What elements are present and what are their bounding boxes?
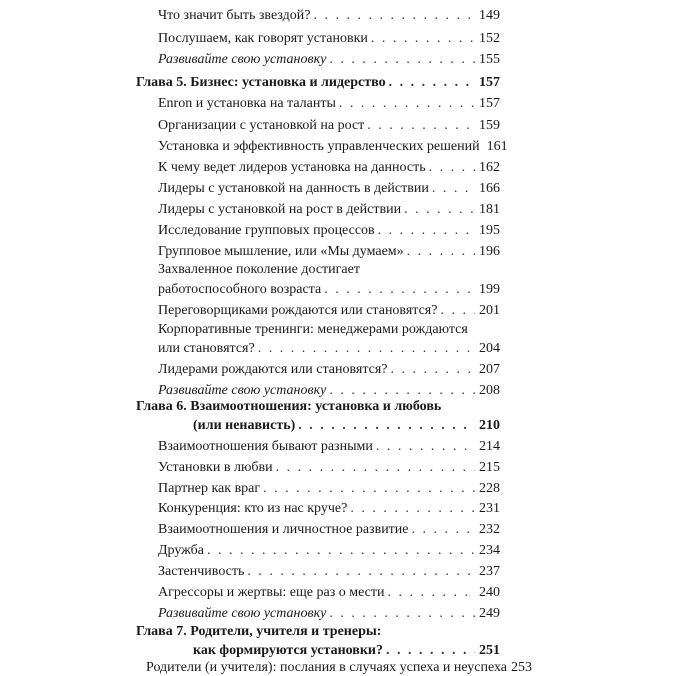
toc-entry (158, 362, 500, 378)
toc-entry-page: 195 (479, 223, 500, 238)
dot-leader (207, 543, 475, 559)
toc-entry-title: Исследование групповых процессов (158, 223, 375, 238)
toc-entry-title: Лидеры с установкой на данность в действии (158, 181, 429, 196)
toc-entry (158, 118, 500, 134)
dot-leader (339, 96, 475, 112)
toc-chapter (193, 418, 500, 434)
toc-entry-title: Что значит быть звездой? (158, 8, 311, 23)
dot-leader (247, 564, 475, 580)
toc-entry-title: Застенчивость (158, 564, 245, 579)
dot-leader (329, 383, 475, 399)
toc-entry-title-line1: Захваленное поколение достигает (158, 262, 360, 277)
toc-entry (158, 96, 500, 112)
dot-leader (389, 75, 475, 91)
toc-entry (158, 160, 500, 176)
toc-entry-page: 166 (479, 181, 500, 196)
toc-entry-page: 207 (479, 362, 500, 377)
toc-entry-title: Групповое мышление, или «Мы думаем» (158, 244, 404, 259)
toc-entry (158, 543, 500, 559)
toc-entry-page: 249 (479, 606, 500, 621)
toc-entry (158, 223, 500, 239)
toc-entry (158, 481, 500, 497)
toc-chapter-title-line2: (или ненависть) (193, 418, 296, 433)
toc-entry (158, 383, 500, 399)
toc-entry (158, 606, 500, 622)
toc-entry-page: 215 (479, 460, 500, 475)
toc-entry-title: Взаимоотношения бывают разными (158, 439, 373, 454)
dot-leader (350, 501, 475, 517)
dot-leader (371, 31, 475, 47)
toc-entry-page: 157 (479, 96, 500, 111)
toc-entry (158, 460, 500, 476)
dot-leader (432, 181, 475, 197)
toc-entry-title: Взаимоотношения и личностное развитие (158, 522, 409, 537)
dot-leader (367, 118, 475, 134)
toc-entry-title: Организации с установкой на рост (158, 118, 365, 133)
toc-entry (158, 244, 500, 260)
toc-entry-page: 231 (479, 501, 500, 516)
toc-entry-page: 240 (479, 585, 500, 600)
dot-leader (258, 341, 475, 357)
toc-entry-title-line2: работоспособного возраста (158, 282, 322, 297)
toc-entry (158, 522, 500, 538)
toc-entry-title: Послушаем, как говорят установки (158, 31, 368, 46)
toc-entry-title: Установки в любви (158, 460, 273, 475)
dot-leader (429, 160, 475, 176)
toc-entry-title: Конкуренция: кто из нас круче? (158, 501, 348, 516)
toc-entry (158, 52, 500, 68)
toc-entry (158, 585, 500, 601)
toc-entry-page: 152 (479, 31, 500, 46)
toc-entry-title-line2: или становятся? (158, 341, 255, 356)
toc-entry (158, 439, 500, 455)
toc-entry (158, 8, 500, 24)
toc-entry-title: Enron и установка на таланты (158, 96, 336, 111)
toc-entry (158, 202, 500, 218)
dot-leader (404, 202, 475, 218)
toc-entry-page: 253 (511, 660, 533, 675)
toc-entry-title: Переговорщиками рождаются или становятся? (158, 303, 438, 318)
toc-chapter-title: Глава 5. Бизнес: установка и лидерство (136, 75, 386, 90)
toc-entry-page: 155 (479, 52, 500, 67)
dot-leader (276, 460, 475, 476)
toc-entry-page: 161 (486, 139, 508, 154)
dot-leader (386, 643, 475, 659)
toc-chapter (193, 643, 500, 659)
toc-entry-page: 199 (479, 282, 500, 297)
dot-leader (390, 362, 475, 378)
toc-entry-title: Лидеры с установкой на рост в действии (158, 202, 402, 217)
toc-entry-page: 159 (479, 118, 500, 133)
dot-leader (440, 303, 475, 319)
dot-leader (329, 52, 475, 68)
toc-chapter (136, 75, 500, 91)
toc-entry-title: Дружба (158, 543, 205, 558)
dot-leader (329, 606, 475, 622)
dot-leader (298, 418, 475, 434)
toc-chapter-page: 157 (479, 75, 500, 90)
dot-leader (313, 8, 475, 24)
toc-chapter-title-line1: Глава 7. Родители, учителя и тренеры: (136, 624, 382, 639)
toc-entry-title: Агрессоры и жертвы: еще раз о мести (158, 585, 385, 600)
toc-entry-page: 208 (479, 383, 500, 398)
toc-entry-page: 181 (479, 202, 500, 217)
toc-chapter-page: 251 (479, 643, 500, 658)
toc-entry-page: 201 (479, 303, 500, 318)
toc-entry-page: 196 (479, 244, 500, 259)
toc-entry-page: 214 (479, 439, 500, 454)
toc-entry-title: К чему ведет лидеров установка на данность (158, 160, 426, 175)
toc-entry (158, 564, 500, 580)
toc-entry-title: Развивайте свою установку (158, 383, 327, 398)
toc-entry-page: 162 (479, 160, 500, 175)
toc-entry-page: 204 (479, 341, 500, 356)
toc-chapter-page: 210 (479, 418, 500, 433)
toc-entry-title: Родители (и учителя): послания в случаях успеха и неуспеха (146, 660, 508, 675)
dot-leader (376, 439, 475, 455)
dot-leader (412, 522, 475, 538)
toc-chapter-title-line1: Глава 6. Взаимоотношения: установка и любовь (136, 399, 442, 414)
dot-leader (387, 585, 475, 601)
toc-entry (158, 282, 500, 298)
toc-entry-page: 232 (479, 522, 500, 537)
toc-entry-title: Установка и эффективность управленческих решений (158, 139, 480, 154)
toc-entry (158, 181, 500, 197)
dot-leader (263, 481, 475, 497)
dot-leader (407, 244, 475, 260)
toc-entry-title: Лидерами рождаются или становятся? (158, 362, 388, 377)
dot-leader (378, 223, 475, 239)
toc-entry (158, 31, 500, 47)
toc-entry-page: 237 (479, 564, 500, 579)
dot-leader (324, 282, 475, 298)
toc-chapter-title-line2: как формируются установки? (193, 643, 383, 658)
toc-entry-title: Партнер как враг (158, 481, 261, 496)
toc-entry-page: 149 (479, 8, 500, 23)
toc-entry-page: 234 (479, 543, 500, 558)
toc-entry-page: 228 (479, 481, 500, 496)
toc-entry (158, 341, 500, 357)
toc-entry (146, 660, 533, 676)
toc-entry (158, 501, 500, 517)
toc-entry-title-line1: Корпоративные тренинги: менеджерами рождаются (158, 322, 468, 337)
toc-entry (158, 303, 500, 319)
toc-entry (158, 139, 508, 155)
toc-entry-title: Развивайте свою установку (158, 606, 327, 621)
toc-entry-title: Развивайте свою установку (158, 52, 327, 67)
